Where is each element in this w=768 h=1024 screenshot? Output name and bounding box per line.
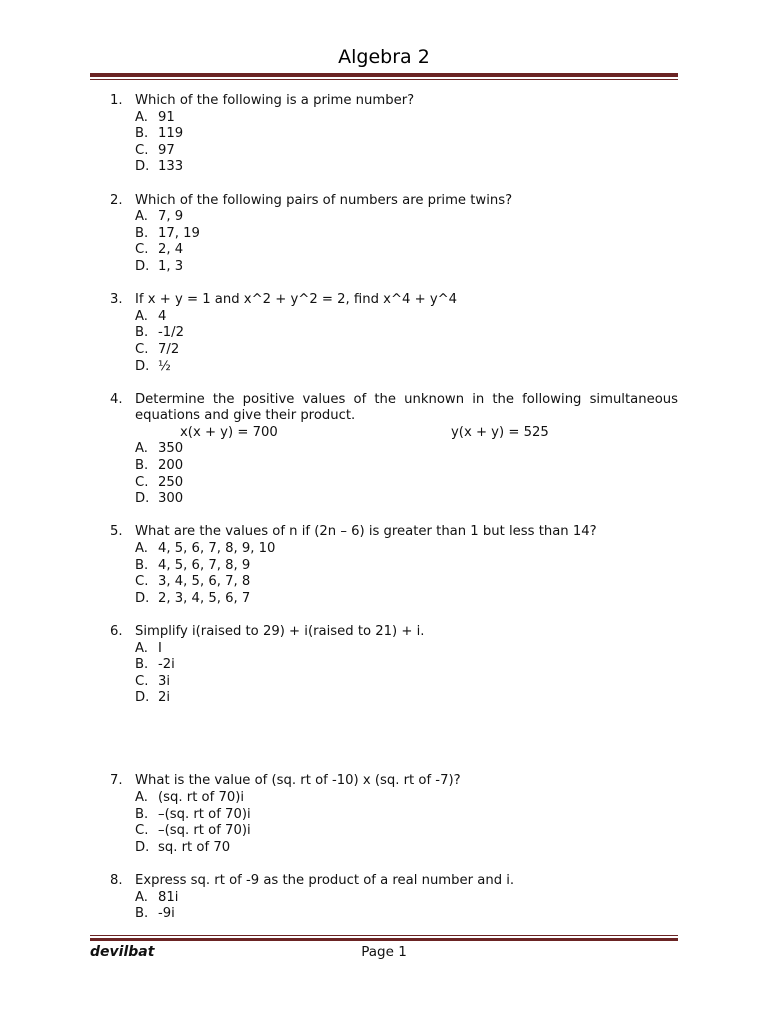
question-1: [110, 93, 678, 176]
option-b: B. 4, 5, 6, 7, 8, 9: [135, 557, 251, 573]
option-c: C. 97: [135, 142, 175, 158]
question-number: 7.: [110, 773, 123, 789]
question-text: Determine the positive values of the unknown in the following simultaneous equations and give their product.: [135, 391, 678, 424]
question-3: [110, 292, 678, 375]
option-a: A. 4, 5, 6, 7, 8, 9, 10: [135, 541, 276, 557]
option-c: C. 7/2: [135, 341, 180, 357]
option-b: B. -1/2: [135, 325, 184, 341]
option-a: A. (sq. rt of 70)i: [135, 789, 245, 805]
question-number: 6.: [110, 624, 123, 639]
option-a: A. 350: [135, 441, 184, 457]
question-4: [110, 392, 678, 508]
option-b: B. 200: [135, 458, 184, 474]
question-number: 1.: [110, 93, 123, 108]
question-text: What are the values of n if (2n – 6) is greater than 1 but less than 14?: [135, 524, 597, 540]
option-d: D. 2i: [135, 690, 171, 706]
question-text: Which of the following pairs of numbers are prime twins?: [135, 192, 513, 208]
option-d: D. 1, 3: [135, 258, 184, 274]
page-number: Page 1: [361, 944, 407, 960]
option-c: C. 2, 4: [135, 242, 184, 258]
question-text: Express sq. rt of -9 as the product of a real number and i.: [135, 872, 515, 888]
question-8: [110, 873, 678, 923]
option-b: B. 17, 19: [135, 225, 200, 241]
question-7: [110, 773, 678, 856]
question-number: 8.: [110, 872, 123, 888]
question-text: If x + y = 1 and x^2 + y^2 = 2, find x^4 + y^4: [135, 292, 458, 308]
option-b: B. 119: [135, 126, 184, 142]
question-number: 2.: [110, 192, 123, 208]
option-b: B. -2i: [135, 657, 175, 673]
option-d: D. sq. rt of 70: [135, 839, 231, 855]
option-a: A. 81i: [135, 889, 179, 905]
question-list: [110, 93, 678, 923]
question-2: [110, 193, 678, 276]
page-title: Algebra 2: [338, 46, 430, 68]
option-b: B. –(sq. rt of 70)i: [135, 806, 251, 822]
option-a: A. I: [135, 640, 162, 656]
equation-right: y(x + y) = 525: [451, 424, 549, 440]
option-c: C. 3, 4, 5, 6, 7, 8: [135, 574, 251, 590]
option-a: A. 7, 9: [135, 209, 184, 225]
question-6: [110, 624, 678, 707]
option-c: C. –(sq. rt of 70)i: [135, 823, 251, 839]
question-number: 4.: [110, 391, 123, 407]
option-d: D. 133: [135, 159, 184, 175]
footer-rule-thin: [90, 935, 678, 936]
equation-row: [110, 425, 678, 442]
option-d: D. 2, 3, 4, 5, 6, 7: [135, 590, 251, 606]
question-number: 5.: [110, 524, 123, 540]
option-c: C. 250: [135, 474, 184, 490]
question-text: What is the value of (sq. rt of -10) x (sq. rt of -7)?: [135, 773, 461, 789]
question-text: Which of the following is a prime number?: [135, 93, 415, 108]
option-a: A. 4: [135, 308, 167, 324]
equation-left: x(x + y) = 700: [180, 424, 278, 440]
footer-author: devilbat: [90, 944, 155, 960]
question-5: [110, 524, 678, 607]
question-number: 3.: [110, 292, 123, 308]
option-a: A. 91: [135, 109, 175, 125]
option-d: D. ½: [135, 358, 171, 374]
header-rule-thin: [90, 79, 678, 80]
footer-rule-thick: [90, 938, 678, 941]
header-rule-thick: [90, 73, 678, 77]
question-text: Simplify i(raised to 29) + i(raised to 21) + i.: [135, 624, 425, 639]
option-c: C. 3i: [135, 673, 171, 689]
option-b: B. -9i: [135, 906, 175, 922]
option-d: D. 300: [135, 491, 184, 507]
